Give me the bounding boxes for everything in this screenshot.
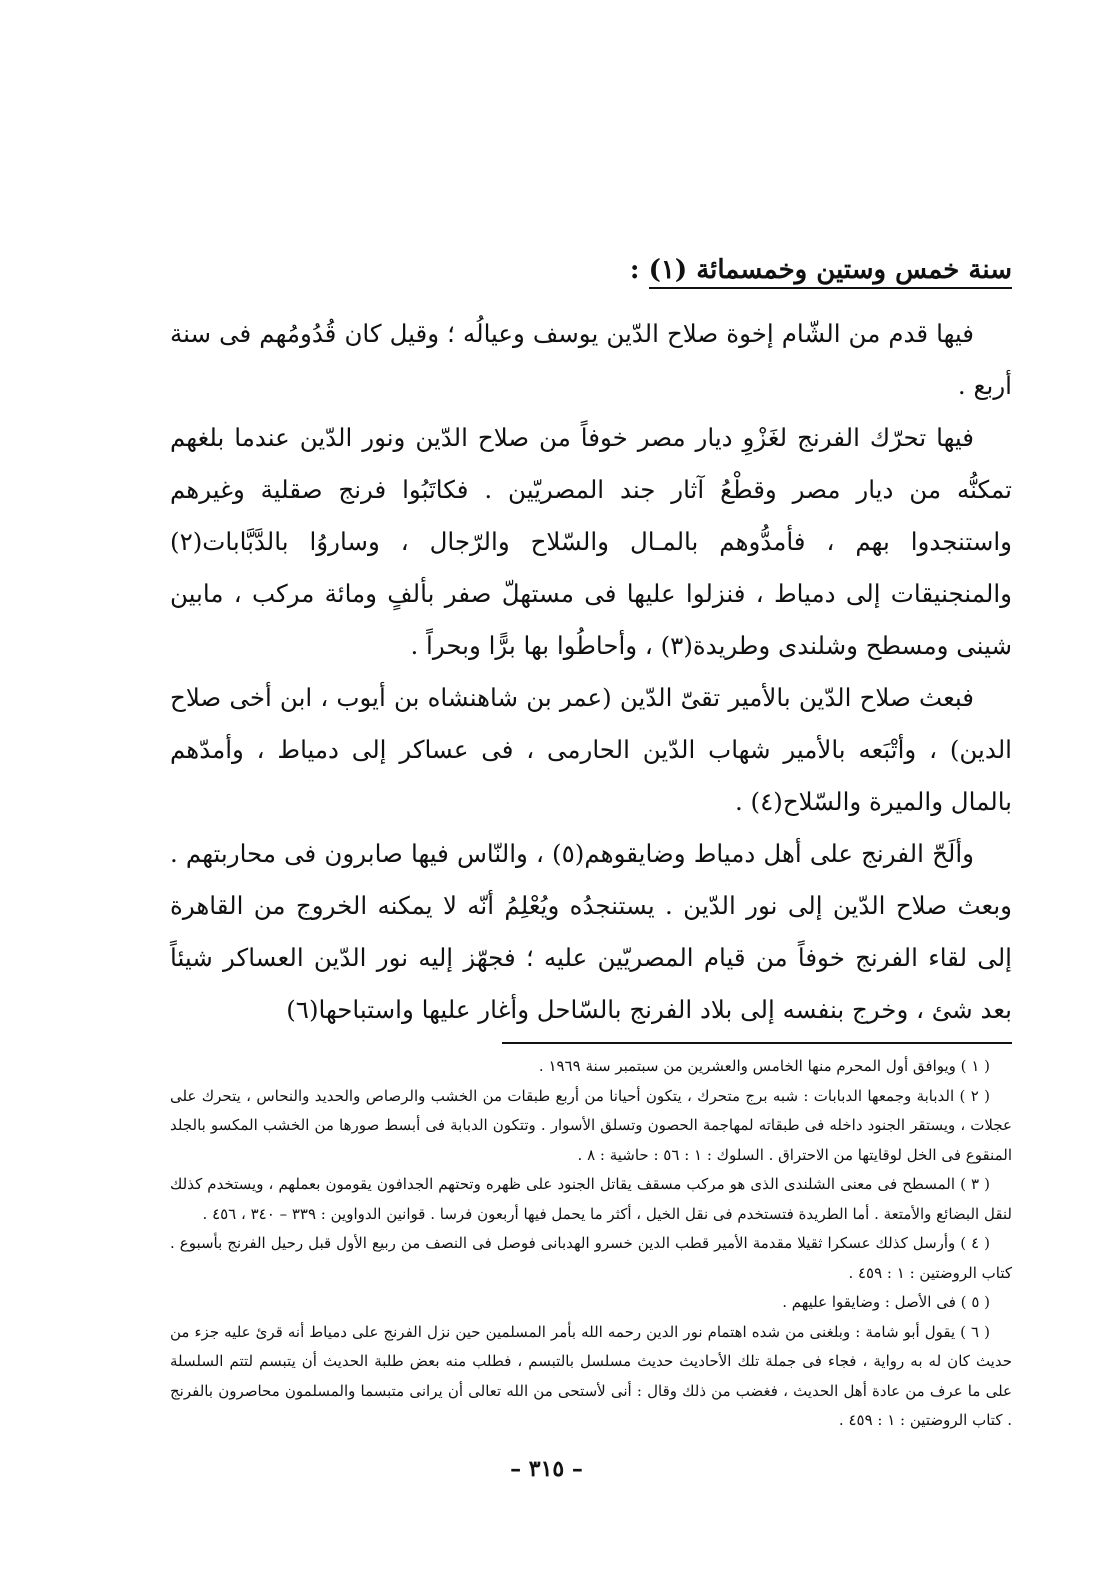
footnote: ( ٥ ) فى الأصل : وضايقوا عليهم . — [782, 1293, 990, 1311]
paragraph: فيها تحرّك الفرنج لغَزْوِ ديار مصر خوفاً من صلاح الدّين ونور الدّين عندما بلغهم تمكنُّه من ديار مصر وقطْعُ آثار جند المصريّين . فكاتَبُوا فرنج صقلية وغيرهم واستنجدوا بهم ، فأمدُّوهم بالمـال والسّلاح والرّجال ، وساروُا بالدَّبَّابات(٢) والمنجنيقات إلى دمياط ، فنزلوا عليها فى مستهلّ صفر بألفٍ ومائة مركب ، مابين شينى ومسطح وشلندى وطريدة(٣) ، وأحاطُوا بها برًّا وبحراً . — [170, 423, 1012, 660]
footnote-separator — [502, 1042, 1012, 1044]
footnote: ( ٤ ) وأرسل كذلك عسكرا ثقيلا مقدمة الأمير قطب الدين خسرو الهدبانى فوصل فى النصف من ربيع الأول قبل رحيل الفرنج بأسبوع . كتاب الروضتين : ١ : ٤٥٩ . — [170, 1234, 1012, 1282]
paragraph: فيها قدم من الشّام إخوة صلاح الدّين يوسف وعيالُه ؛ وقيل كان قُدُومُهم فى سنة أربع . — [170, 319, 1012, 400]
page-number: – ٣١٥ – — [510, 1456, 583, 1482]
footnote: ( ١ ) ويوافق أول المحرم منها الخامس والعشرين من سبتمبر سنة ١٩٦٩ . — [538, 1057, 990, 1075]
section-title: سنة خمس وستين وخمسمائة (١) — [649, 255, 1012, 289]
paragraph: فبعث صلاح الدّين بالأمير تقىّ الدّين (عمر بن شاهنشاه بن أيوب ، ابن أخى صلاح الدين) ، وأتْبَعه بالأمير شهاب الدّين الحارمى ، فى عساكر إلى دمياط ، وأمدّهم بالمال والميرة والسّلاح(٤) . — [170, 683, 1012, 816]
footnotes — [170, 1052, 1012, 1436]
footnote: ( ٢ ) الدبابة وجمعها الدبابات : شبه برج متحرك ، يتكون أحيانا من أربع طبقات من الخشب والرصاص والحديد والنحاس ، يتحرك على عجلات ، ويستقر الجنود داخله فى طبقاته لمهاجمة الحصون وتسلق الأسوار . وتتكون الدبابة فى أبسط صورها من الخشب المكسو بالجلد المنقوع فى الخل لوقايتها من الاحتراق . السلوك : ١ : ٥٦ : حاشية : ٨ . — [170, 1086, 1012, 1164]
footnote: ( ٦ ) يقول أبو شامة : وبلغنى من شده اهتمام نور الدين رحمه الله بأمر المسلمين حين نزل الفرنج على دمياط أنه قرئ عليه جزء من حديث كان له به رواية ، فجاء فى جملة تلك الأحاديث حديث مسلسل بالتبسم ، فطلب منه بعض طلبة الحديث أن يتبسم لتتم السلسلة على ما عرف من عادة أهل الحديث ، فغضب من ذلك وقال : أنى لأستحى من الله تعالى أن يرانى متبسما والمسلمون محاصرون بالفرنج . كتاب الروضتين : ١ : ٤٥٩ . — [170, 1322, 1012, 1429]
footnote: ( ٣ ) المسطح فى معنى الشلندى الذى هو مركب مسقف يقاتل الجنود على ظهره وتحتهم الجدافون يقومون بعملهم ، ويستخدم كذلك لنقل البضائع والأمتعة . أما الطريدة فتستخدم فى نقل الخيل ، أكثر ما يحمل فيها أربعون فرسا . قوانين الدواوين : ٣٣٩ – ٣٤٠ ، ٤٥٦ . — [170, 1175, 1012, 1223]
main-text — [170, 308, 1012, 1036]
paragraph: وألَحّ الفرنج على أهل دمياط وضايقوهم(٥) ، والنّاس فيها صابرون فى محاربتهم . وبعث صلاح الدّين إلى نور الدّين . يستنجدُه ويُعْلِمُ أنّه لا يمكنه الخروج من القاهرة إلى لقاء الفرنج خوفاً من قيام المصريّين عليه ؛ فجهّز إليه نور الدّين العساكر شيئاً بعد شئ ، وخرج بنفسه إلى بلاد الفرنج بالسّاحل وأغار عليها واستباحها(٦) — [170, 839, 1012, 1024]
section-heading — [170, 250, 1012, 290]
section-colon: : — [629, 255, 640, 285]
page-body — [170, 250, 1012, 1436]
